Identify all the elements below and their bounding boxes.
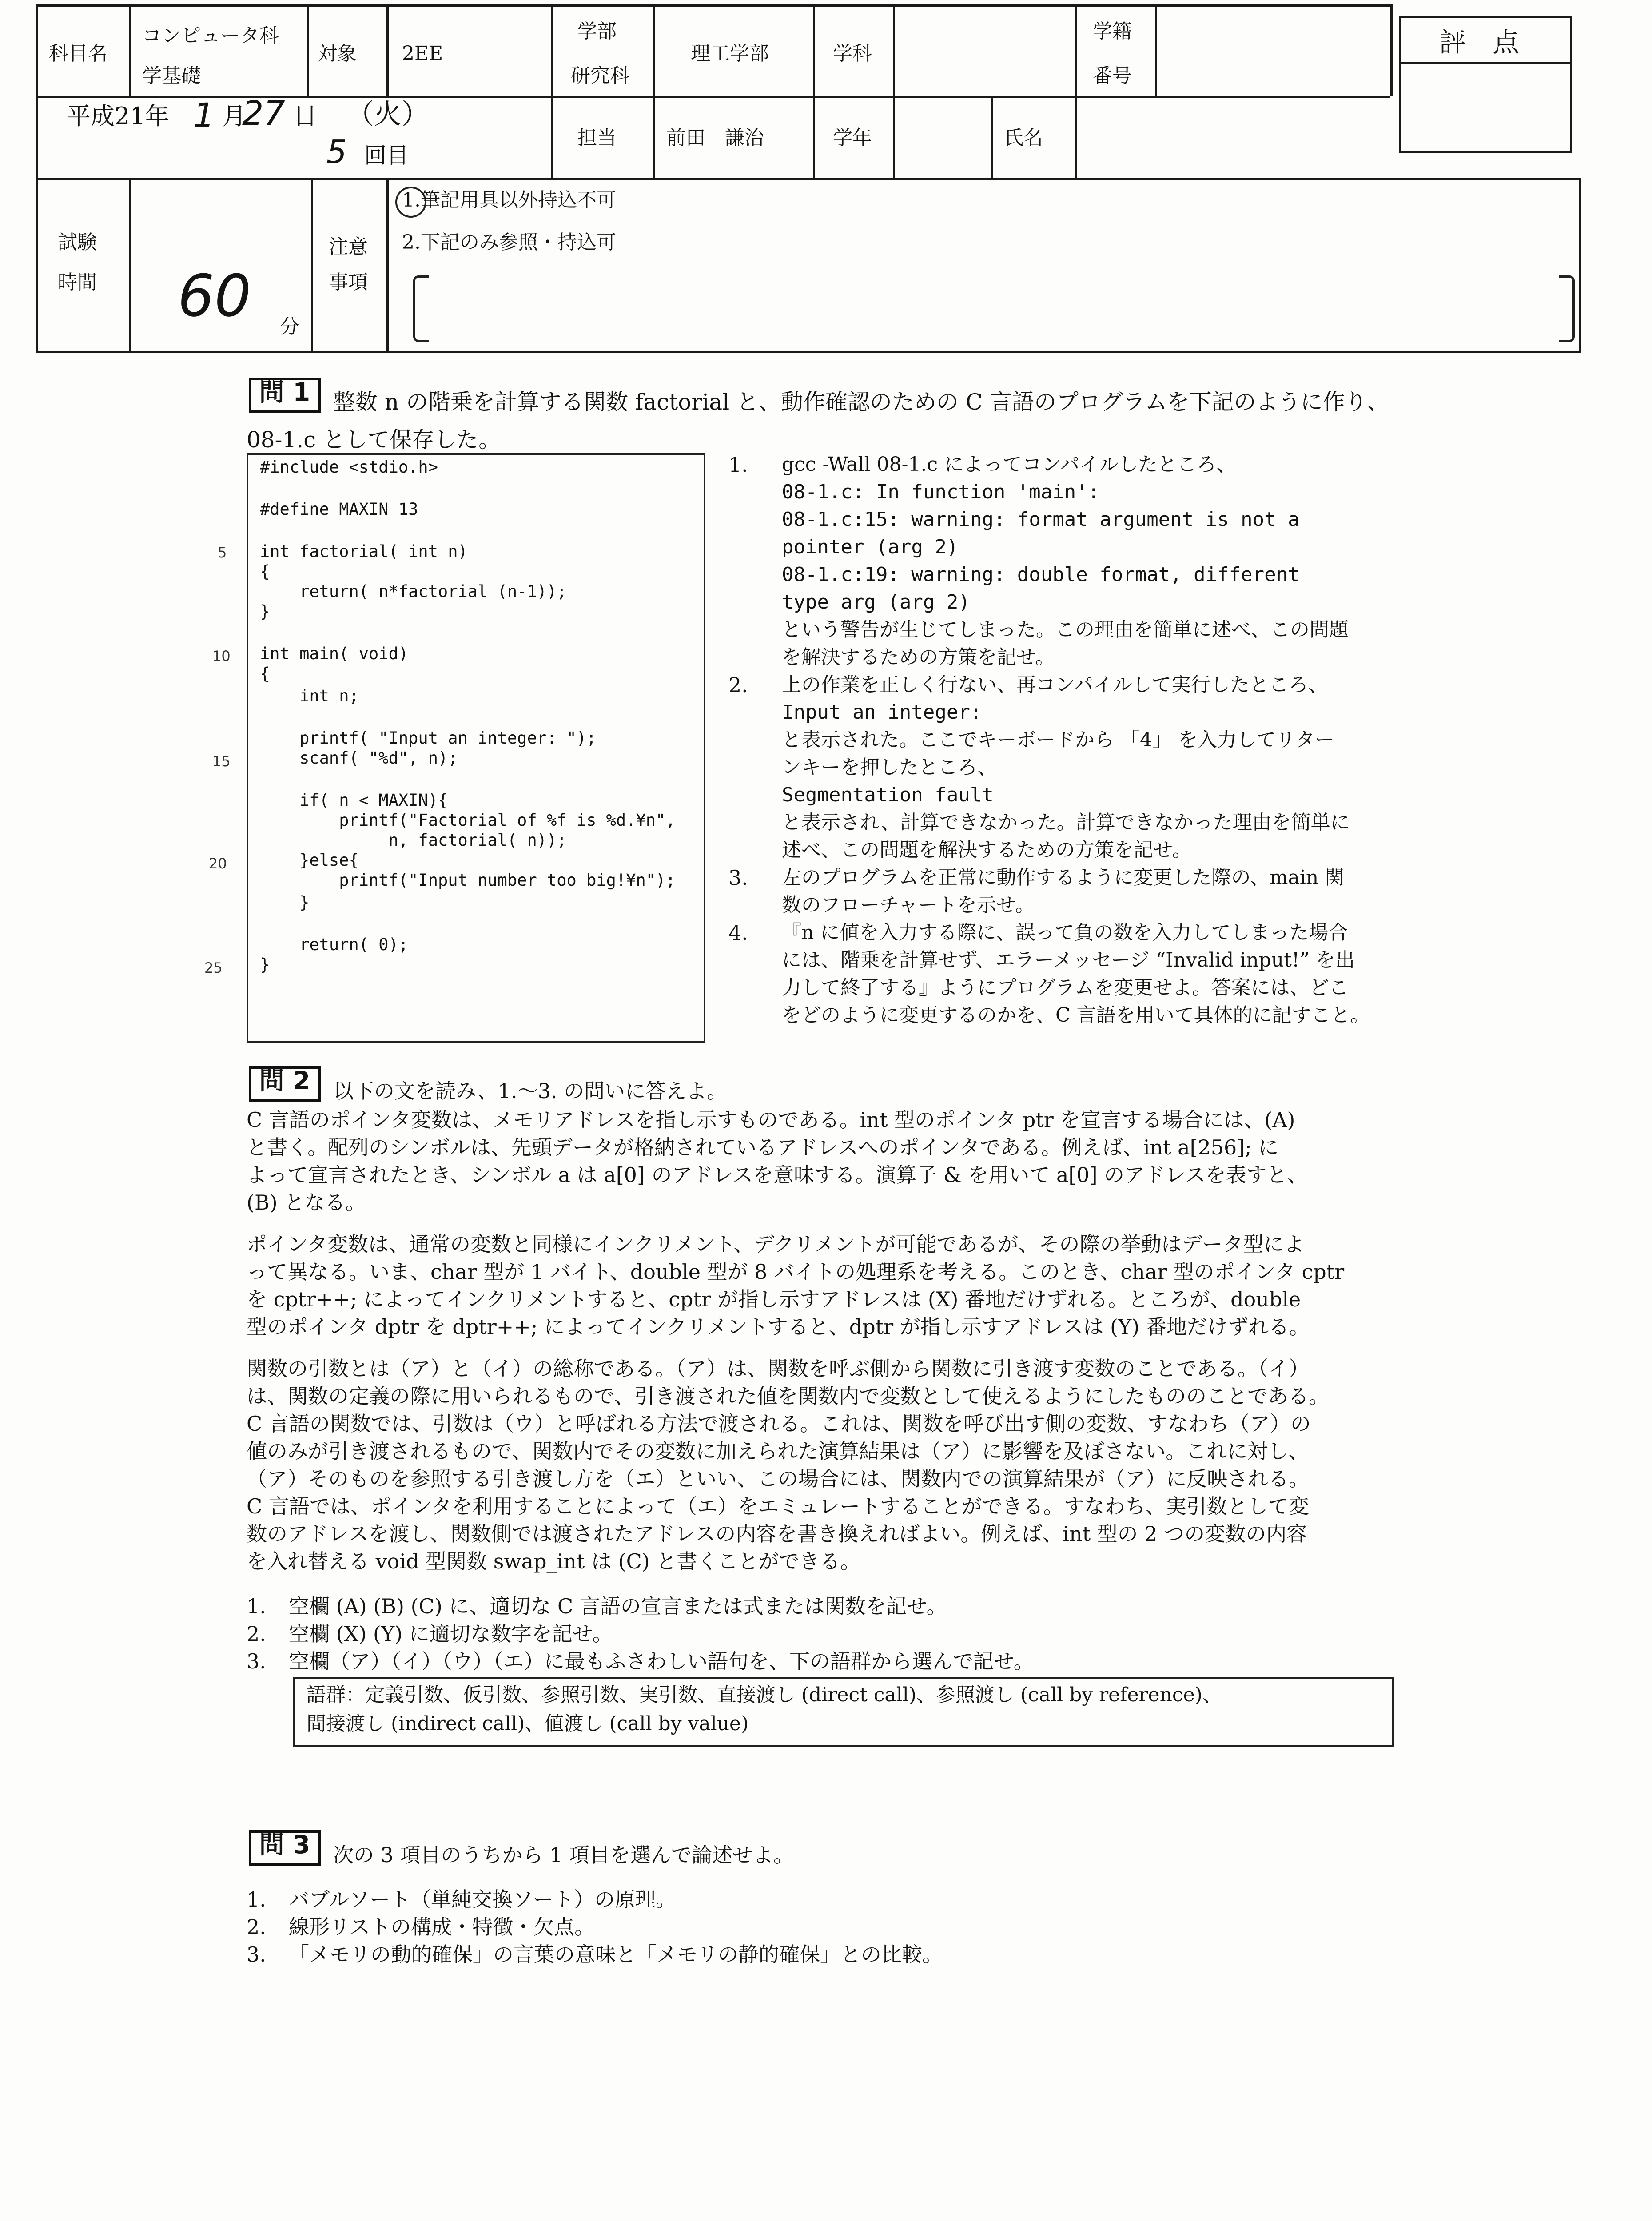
- line-number: 10: [212, 648, 231, 665]
- code-line: }else{: [260, 851, 359, 870]
- header-rule: [307, 4, 309, 96]
- code-line: int factorial( int n): [260, 542, 468, 561]
- code-line: }: [260, 893, 310, 912]
- question-intro: 整数 n の階乗を計算する関数 factorial と、動作確認のための C 言語のプログラムを下記のように作り、: [333, 389, 1389, 415]
- item-number: 3.: [247, 1649, 266, 1673]
- header-rule: [129, 178, 131, 351]
- code-line: printf("Factorial of %f is %d.¥n",: [260, 811, 676, 830]
- time-label: 試験: [58, 231, 97, 254]
- code-line: return( n*factorial (n-1));: [260, 582, 567, 601]
- code-line: int n;: [260, 686, 359, 705]
- item-text: 左のプログラムを正常に動作するように変更した際の、main 関: [782, 866, 1345, 889]
- date-day: 27: [242, 93, 285, 133]
- paragraph-line: ポインタ変数は、通常の変数と同様にインクリメント、デクリメントが可能であるが、その際の挙動はデータ型によ: [247, 1232, 1305, 1256]
- subject-value: 学基礎: [142, 64, 201, 87]
- item-text: 08-1.c:19: warning: double format, different: [782, 563, 1300, 586]
- time-unit: 分: [280, 315, 299, 338]
- question-intro: 08-1.c として保存した。: [247, 427, 501, 453]
- code-line: }: [260, 955, 270, 974]
- left-bracket: [413, 275, 429, 342]
- paragraph-line: を入れ替える void 型関数 swap_int は (C) と書くことができる。: [247, 1549, 861, 1573]
- item-text: 空欄（ア）（イ）（ウ）（エ）に最もふさわしい語句を、下の語群から選んで記せ。: [289, 1649, 1034, 1673]
- item-text: Segmentation fault: [782, 784, 994, 806]
- item-number: 1.: [728, 453, 748, 477]
- item-text: 空欄 (A) (B) (C) に、適切な C 言語の宣言または式または関数を記せ。: [289, 1594, 947, 1618]
- session-label: 回目: [364, 143, 409, 168]
- target-label: 対象: [318, 42, 357, 65]
- date-weekday: （火）: [346, 98, 430, 130]
- subject-value: コンピュータ科: [142, 24, 279, 47]
- paragraph-line: って異なる。いま、char 型が 1 バイト、double 型が 8 バイトの処理系を考える。このとき、char 型のポインタ cptr: [247, 1260, 1345, 1284]
- item-text: ンキーを押したところ、: [782, 756, 997, 779]
- name-label: 氏名: [1004, 127, 1043, 149]
- item-number: 2.: [247, 1915, 266, 1939]
- line-number: 25: [204, 959, 223, 976]
- target-value: 2EE: [402, 42, 443, 65]
- header-rule: [653, 4, 655, 178]
- student-no-label: 番号: [1093, 64, 1132, 87]
- faculty-label: 学部: [577, 20, 617, 43]
- paragraph-line: C 言語の関数では、引数は（ウ）と呼ばれる方法で渡される。これは、関数を呼び出す側の変数、すなわち（ア）の: [247, 1412, 1311, 1436]
- item-text: をどのように変更するのかを、C 言語を用いて具体的に記すこと。: [782, 1004, 1370, 1027]
- item-text: 上の作業を正しく行ない、再コンパイルして実行したところ、: [782, 673, 1328, 696]
- score-box-rule: [1399, 62, 1572, 64]
- faculty-value: 理工学部: [691, 42, 769, 65]
- code-line: #include <stdio.h>: [260, 458, 438, 477]
- paragraph-line: C 言語のポインタ変数は、メモリアドレスを指し示すものである。int 型のポインタ ptr を宣言する場合には、(A): [247, 1108, 1295, 1132]
- line-number: 15: [212, 753, 231, 770]
- paragraph-line: 型のポインタ dptr を dptr++; によってインクリメントすると、dptr が指し示すアドレスは (Y) 番地だけずれる。: [247, 1315, 1310, 1339]
- item-text: を解決するための方策を記せ。: [782, 646, 1055, 669]
- line-number: 5: [218, 544, 227, 561]
- paragraph-line: 数のアドレスを渡し、関数側では渡されたアドレスの内容を書き換えればよい。例えば、int 型の 2 つの変数の内容: [247, 1522, 1307, 1546]
- item-number: 3.: [728, 866, 748, 890]
- dept-label: 学科: [833, 42, 872, 65]
- header-rule: [1155, 4, 1157, 96]
- item-text: という警告が生じてしまった。この理由を簡単に述べ、この問題: [782, 618, 1349, 641]
- header-rule: [386, 178, 389, 351]
- paragraph-line: （ア）そのものを参照する引き渡し方を（エ）といい、この場合には、関数内での演算結果が（ア）に反映される。: [247, 1467, 1309, 1491]
- code-line: return( 0);: [260, 935, 409, 954]
- header-rule: [1579, 178, 1581, 353]
- word-box-line: 間接渡し (indirect call)、値渡し (call by value): [307, 1712, 749, 1735]
- paragraph-line: よって宣言されたとき、シンボル a は a[0] のアドレスを意味する。演算子 & を用いて a[0] のアドレスを表すと、: [247, 1163, 1308, 1187]
- code-line: printf( "Input an integer: ");: [260, 728, 597, 748]
- faculty-label: 研究科: [571, 64, 629, 87]
- item-text: gcc -Wall 08-1.c によってコンパイルしたところ、: [782, 453, 1236, 476]
- grade-label: 学年: [833, 127, 872, 149]
- header-rule: [36, 4, 1390, 7]
- item-text: バブルソート（単純交換ソート）の原理。: [289, 1887, 677, 1911]
- notes-label: 事項: [329, 271, 368, 294]
- note-1: 1.筆記用具以外持込不可: [402, 189, 616, 211]
- header-rule: [36, 96, 1390, 98]
- item-text: 述べ、この問題を解決するための方策を記せ。: [782, 839, 1192, 861]
- item-text: 数のフローチャートを示せ。: [782, 894, 1035, 916]
- paragraph-line: C 言語では、ポインタを利用することによって（エ）をエミュレートすることができる。すなわち、実引数として変: [247, 1494, 1309, 1518]
- header-rule: [813, 4, 815, 178]
- item-text: と表示された。ここでキーボードから 「4」 を入力してリター: [782, 728, 1334, 751]
- right-bracket: [1559, 275, 1575, 342]
- question-label: 問 3: [249, 1830, 321, 1866]
- header-rule: [36, 351, 1581, 353]
- note-2: 2.下記のみ参照・持込可: [402, 231, 616, 254]
- item-text: には、階乗を計算せず、エラーメッセージ “Invalid input!” を出: [782, 949, 1355, 971]
- question-intro: 次の 3 項目のうちから 1 項目を選んで論述せよ。: [333, 1843, 794, 1867]
- header-rule: [1075, 4, 1077, 178]
- paragraph-line: と書く。配列のシンボルは、先頭データが格納されているアドレスへのポインタである。例えば、int a[256]; に: [247, 1135, 1279, 1159]
- question-label: 問 1: [249, 378, 321, 413]
- code-line: }: [260, 602, 270, 621]
- item-number: 1.: [247, 1594, 266, 1618]
- notes-label: 注意: [329, 235, 368, 258]
- time-label: 時間: [58, 271, 97, 294]
- score-label: 評 点: [1439, 27, 1519, 58]
- session-number: 5: [326, 133, 347, 171]
- code-line: {: [260, 664, 270, 683]
- header-rule: [991, 96, 993, 178]
- date-day-label: 日: [293, 102, 317, 130]
- item-number: 1.: [247, 1887, 266, 1911]
- item-text: 08-1.c:15: warning: format argument is not a: [782, 508, 1300, 531]
- time-value: 60: [178, 262, 251, 330]
- date-prefix: 平成21年: [67, 102, 169, 130]
- item-text: 08-1.c: In function 'main':: [782, 481, 1100, 503]
- code-line: n, factorial( n));: [260, 831, 567, 850]
- question-label: 問 2: [249, 1066, 321, 1102]
- code-line: int main( void): [260, 644, 409, 663]
- item-number: 4.: [728, 921, 748, 945]
- code-line: scanf( "%d", n);: [260, 748, 458, 768]
- item-text: 『n に値を入力する際に、誤って負の数を入力してしまった場合: [782, 921, 1348, 944]
- code-line: printf("Input number too big!¥n");: [260, 871, 676, 890]
- item-text: と表示され、計算できなかった。計算できなかった理由を簡単に: [782, 811, 1350, 834]
- header-rule: [129, 4, 131, 96]
- item-text: 線形リストの構成・特徴・欠点。: [289, 1915, 595, 1939]
- student-no-label: 学籍: [1093, 20, 1132, 43]
- item-number: 3.: [247, 1942, 266, 1966]
- paragraph-line: 値のみが引き渡されるもので、関数内でその変数に加えられた演算結果は（ア）に影響を及ぼさない。これに対し、: [247, 1439, 1309, 1463]
- paragraph-line: は、関数の定義の際に用いられるもので、引き渡された値を関数内で変数として使えるようにしたもののことである。: [247, 1384, 1330, 1408]
- item-text: type arg (arg 2): [782, 591, 970, 613]
- item-text: 「メモリの動的確保」の言葉の意味と「メモリの静的確保」との比較。: [289, 1942, 943, 1966]
- teacher-label: 担当: [577, 127, 617, 149]
- item-text: pointer (arg 2): [782, 536, 959, 558]
- item-number: 2.: [247, 1622, 266, 1646]
- date-month-label: 月: [222, 102, 246, 130]
- item-text: 力して終了する』ようにプログラムを変更せよ。答案には、どこ: [782, 976, 1349, 999]
- header-rule: [551, 4, 553, 178]
- code-line: #define MAXIN 13: [260, 500, 418, 519]
- question-intro: 以下の文を読み、1.～3. の問いに答えよ。: [333, 1079, 728, 1103]
- word-box-line: 語群：定義引数、仮引数、参照引数、実引数、直接渡し (direct call)、参照渡し (call by reference)、: [307, 1684, 1222, 1706]
- date-month: 1: [193, 96, 215, 135]
- line-number: 20: [209, 855, 227, 872]
- header-rule: [311, 178, 313, 351]
- code-line: {: [260, 562, 270, 581]
- item-text: Input an integer:: [782, 701, 982, 724]
- teacher-value: 前田 謙治: [666, 127, 764, 149]
- code-line: if( n < MAXIN){: [260, 791, 448, 810]
- item-number: 2.: [728, 673, 748, 697]
- header-rule: [893, 4, 895, 178]
- header-rule: [36, 178, 1581, 180]
- item-text: 空欄 (X) (Y) に適切な数字を記せ。: [289, 1622, 613, 1646]
- header-rule: [386, 4, 389, 96]
- header-rule: [1390, 4, 1393, 96]
- paragraph-line: 関数の引数とは（ア）と（イ）の総称である。（ア）は、関数を呼ぶ側から関数に引き渡す変数のことである。（イ）: [247, 1357, 1309, 1381]
- paragraph-line: を cptr++; によってインクリメントすると、cptr が指し示すアドレスは (X) 番地だけずれる。ところが、double: [247, 1287, 1301, 1311]
- paragraph-line: (B) となる。: [247, 1190, 366, 1214]
- header-rule: [36, 4, 38, 353]
- subject-label: 科目名: [49, 42, 107, 65]
